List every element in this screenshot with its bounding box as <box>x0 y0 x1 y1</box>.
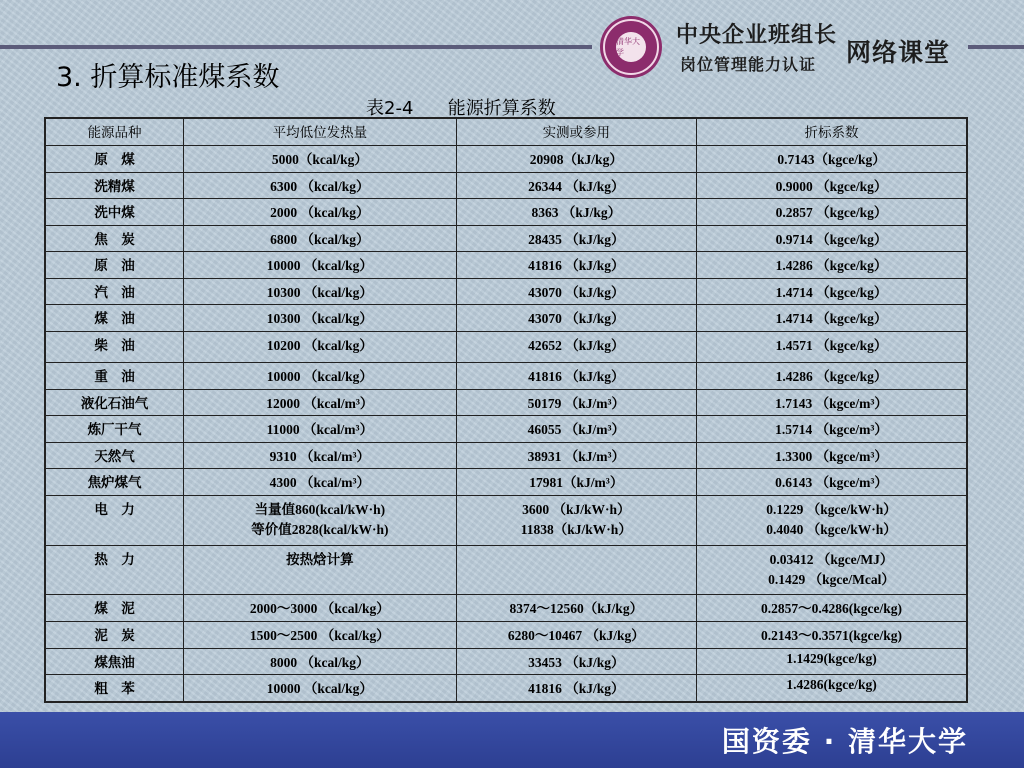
table-row <box>45 305 967 332</box>
table-row <box>45 363 967 390</box>
cell: 煤 泥 <box>45 595 184 622</box>
cell: 11000 （kcal/m³） <box>184 416 456 443</box>
cell: 38931 （kJ/m³） <box>456 442 696 469</box>
cell: 洗中煤 <box>45 199 184 226</box>
col-header-heat-value: 平均低位发热量 <box>184 118 456 146</box>
cell: 1.4714 （kgce/kg） <box>697 305 967 332</box>
cell: 9310 （kcal/m³） <box>184 442 456 469</box>
cell <box>697 545 967 595</box>
header-rule-left <box>0 45 592 49</box>
brand-line-1: 中央企业班组长 <box>676 23 838 48</box>
table-row <box>45 416 967 443</box>
col-header-measured: 实测或参用 <box>456 118 696 146</box>
cell: 0.9714 （kgce/kg） <box>697 225 967 252</box>
cell: 煤 油 <box>45 305 184 332</box>
table-row <box>45 146 967 173</box>
cell <box>456 545 696 595</box>
cell: 原 油 <box>45 252 184 279</box>
table-row <box>45 332 967 363</box>
cell: 6300 （kcal/kg） <box>184 172 456 199</box>
cell: 1.4714 （kgce/kg） <box>697 278 967 305</box>
seal-text: 清华大学 <box>616 32 646 62</box>
cell: 42652 （kJ/kg） <box>456 332 696 363</box>
cell: 1.4286 （kgce/kg） <box>697 363 967 390</box>
table-row <box>45 675 967 702</box>
cell-line: 11838（kJ/kW·h） <box>520 521 632 537</box>
header-rule-right <box>968 45 1024 49</box>
cell: 电 力 <box>45 495 184 545</box>
brand-line-2: 岗位管理能力认证 <box>680 55 817 74</box>
table-row <box>45 469 967 496</box>
cell: 2000 （kcal/kg） <box>184 199 456 226</box>
cell: 汽 油 <box>45 278 184 305</box>
cell: 1.4286 （kgce/kg） <box>697 252 967 279</box>
cell <box>697 495 967 545</box>
cell: 按热焓计算 <box>184 545 456 595</box>
cell: 41816 （kJ/kg） <box>456 363 696 390</box>
cell: 1500～2500 （kcal/kg） <box>184 621 456 648</box>
table-row <box>45 225 967 252</box>
cell: 5000（kcal/kg） <box>184 146 456 173</box>
cell-line: 当量值860(kcal/kW·h) <box>254 501 386 517</box>
cell: 10000 （kcal/kg） <box>184 363 456 390</box>
cell <box>184 495 456 545</box>
cell: 天然气 <box>45 442 184 469</box>
cell: 1.5714 （kgce/m³） <box>697 416 967 443</box>
cell: 10200 （kcal/kg） <box>184 332 456 363</box>
cell: 炼厂干气 <box>45 416 184 443</box>
cell: 0.7143（kgce/kg） <box>697 146 967 173</box>
cell: 0.6143 （kgce/m³） <box>697 469 967 496</box>
table-row <box>45 252 967 279</box>
cell: 10300 （kcal/kg） <box>184 305 456 332</box>
cell: 10000 （kcal/kg） <box>184 252 456 279</box>
cell: 33453 （kJ/kg） <box>456 648 696 675</box>
cell: 1.4571 （kgce/kg） <box>697 332 967 363</box>
table-row <box>45 199 967 226</box>
cell: 0.2857 （kgce/kg） <box>697 199 967 226</box>
cell: 粗 苯 <box>45 675 184 702</box>
cell: 46055 （kJ/m³） <box>456 416 696 443</box>
cell: 液化石油气 <box>45 389 184 416</box>
cell: 煤焦油 <box>45 648 184 675</box>
cell: 50179 （kJ/m³） <box>456 389 696 416</box>
cell-line: 0.1429 （kgce/Mcal） <box>768 571 895 587</box>
cell: 1.1429(kgce/kg) <box>697 648 967 675</box>
cell: 20908（kJ/kg） <box>456 146 696 173</box>
cell-line: 等价值2828(kcal/kW·h) <box>251 521 389 537</box>
cell: 1.7143 （kgce/m³） <box>697 389 967 416</box>
cell: 10300 （kcal/kg） <box>184 278 456 305</box>
cell: 6280～10467 （kJ/kg） <box>456 621 696 648</box>
cell: 热 力 <box>45 545 184 595</box>
table-row <box>45 648 967 675</box>
page-title: 3. 折算标准煤系数 <box>56 62 280 93</box>
cell: 43070 （kJ/kg） <box>456 278 696 305</box>
cell: 41816 （kJ/kg） <box>456 675 696 702</box>
cell: 柴 油 <box>45 332 184 363</box>
table-row <box>45 172 967 199</box>
cell: 6800 （kcal/kg） <box>184 225 456 252</box>
cell: 焦炉煤气 <box>45 469 184 496</box>
cell: 泥 炭 <box>45 621 184 648</box>
cell: 2000～3000 （kcal/kg） <box>184 595 456 622</box>
cell: 0.2857～0.4286(kgce/kg) <box>697 595 967 622</box>
cell-line: 0.03412 （kgce/MJ） <box>769 551 894 567</box>
cell: 8374～12560（kJ/kg） <box>456 595 696 622</box>
cell: 12000 （kcal/m³） <box>184 389 456 416</box>
cell: 洗精煤 <box>45 172 184 199</box>
col-header-coefficient: 折标系数 <box>697 118 967 146</box>
cell: 1.3300 （kgce/m³） <box>697 442 967 469</box>
energy-conversion-table <box>44 117 968 703</box>
table-row-electricity <box>45 495 967 545</box>
cell: 1.4286(kgce/kg) <box>697 675 967 702</box>
cell: 重 油 <box>45 363 184 390</box>
cell-line: 3600 （kJ/kW·h） <box>522 501 631 517</box>
cell-line: 0.1229 （kgce/kW·h） <box>766 501 897 517</box>
cell: 8363 （kJ/kg） <box>456 199 696 226</box>
cell: 26344 （kJ/kg） <box>456 172 696 199</box>
table-row <box>45 278 967 305</box>
cell: 0.2143～0.3571(kgce/kg) <box>697 621 967 648</box>
cell: 17981（kJ/m³） <box>456 469 696 496</box>
cell: 0.9000 （kgce/kg） <box>697 172 967 199</box>
table-row <box>45 389 967 416</box>
cell: 8000 （kcal/kg） <box>184 648 456 675</box>
table-row-heat <box>45 545 967 595</box>
table-caption: 表2-4 能源折算系数 <box>366 98 556 119</box>
table-header-row <box>45 118 967 146</box>
cell: 10000 （kcal/kg） <box>184 675 456 702</box>
footer-text: 国资委 · 清华大学 <box>721 725 968 758</box>
cell: 28435 （kJ/kg） <box>456 225 696 252</box>
tsinghua-seal-icon <box>600 16 662 78</box>
cell: 43070 （kJ/kg） <box>456 305 696 332</box>
cell <box>456 495 696 545</box>
cell: 4300 （kcal/m³） <box>184 469 456 496</box>
cell: 原 煤 <box>45 146 184 173</box>
table-row <box>45 621 967 648</box>
table-row <box>45 442 967 469</box>
brand-online-class: 网络课堂 <box>846 38 951 67</box>
cell: 焦 炭 <box>45 225 184 252</box>
table-row <box>45 595 967 622</box>
col-header-energy-type: 能源品种 <box>45 118 184 146</box>
cell-line: 0.4040 （kgce/kW·h） <box>766 521 897 537</box>
cell: 41816 （kJ/kg） <box>456 252 696 279</box>
